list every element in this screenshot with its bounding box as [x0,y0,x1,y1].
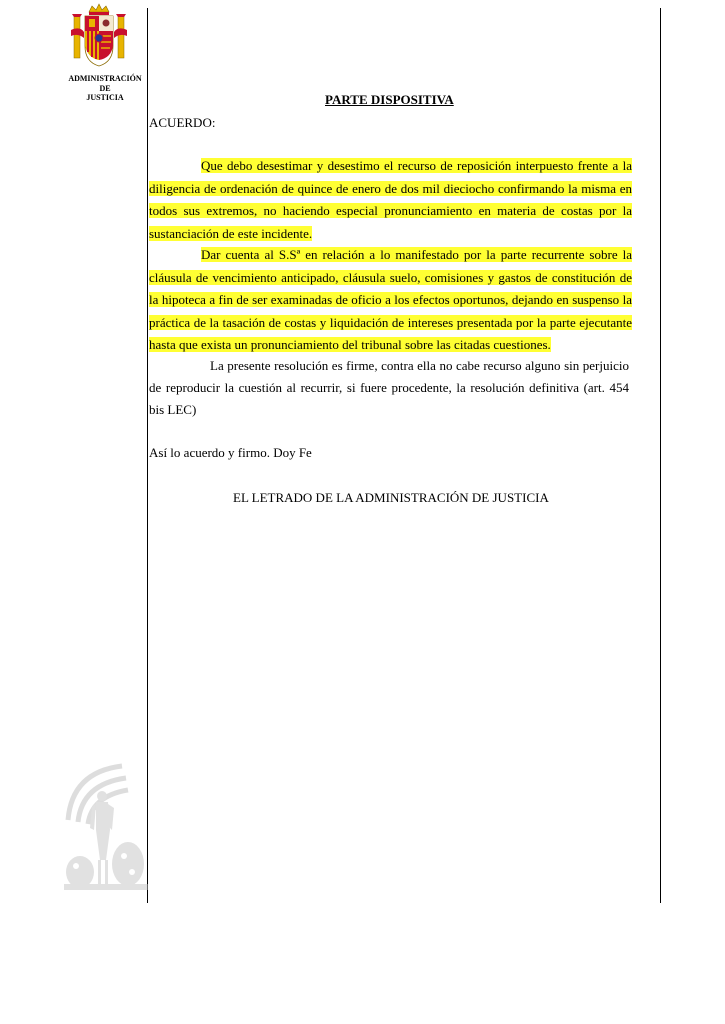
administration-label [58,74,152,103]
admin-line-1: ADMINISTRACIÓN [68,74,142,83]
paragraph-desestimar [149,155,632,245]
highlighted-text: Dar cuenta al S.Sª en relación a lo manifestado por la parte recurrente sobre la cláusula de vencimiento anticipado, cláusula suelo, comisiones y gastos de constitución de la hipoteca a fin de ser examinadas de oficio a los efectos oportunos, dejando en suspenso la práctica de la tasación de costas y liquidación de intereses presentada por la parte ejecutante hasta que exista un pronunciamiento del tribunal sobre las citadas cuestiones. [149,247,632,353]
signer-title: EL LETRADO DE LA ADMINISTRACIÓN DE JUSTICIA [233,490,549,505]
document-title: PARTE DISPOSITIVA [325,92,454,107]
admin-line-3: JUSTICIA [86,93,124,102]
right-margin-rule [660,8,661,903]
paragraph-firmeza: La presente resolución es firme, contra ella no cabe recurso alguno sin perjuicio de reproducir la cuestión al recurrir, si fuere procedente, la resolución definitiva (art. 454 bis LEC) [149,358,629,417]
paragraph-dar-cuenta [149,244,632,357]
signature-line: Así lo acuerdo y firmo. Doy Fe [149,445,312,460]
junta-andalucia-watermark-icon [62,760,150,900]
highlighted-text: Que debo desestimar y desestimo el recurso de reposición interpuesto frente a la diligencia de ordenación de quince de enero de dos mil dieciocho confirmando la misma en todos sus extremos, no haciendo especial pronunciamiento en materia de costas por la sustanciación de este incidente. [149,158,632,241]
spain-coat-of-arms-icon [70,2,128,70]
acuerdo-label: ACUERDO: [149,115,216,130]
admin-line-2: DE [99,83,111,93]
